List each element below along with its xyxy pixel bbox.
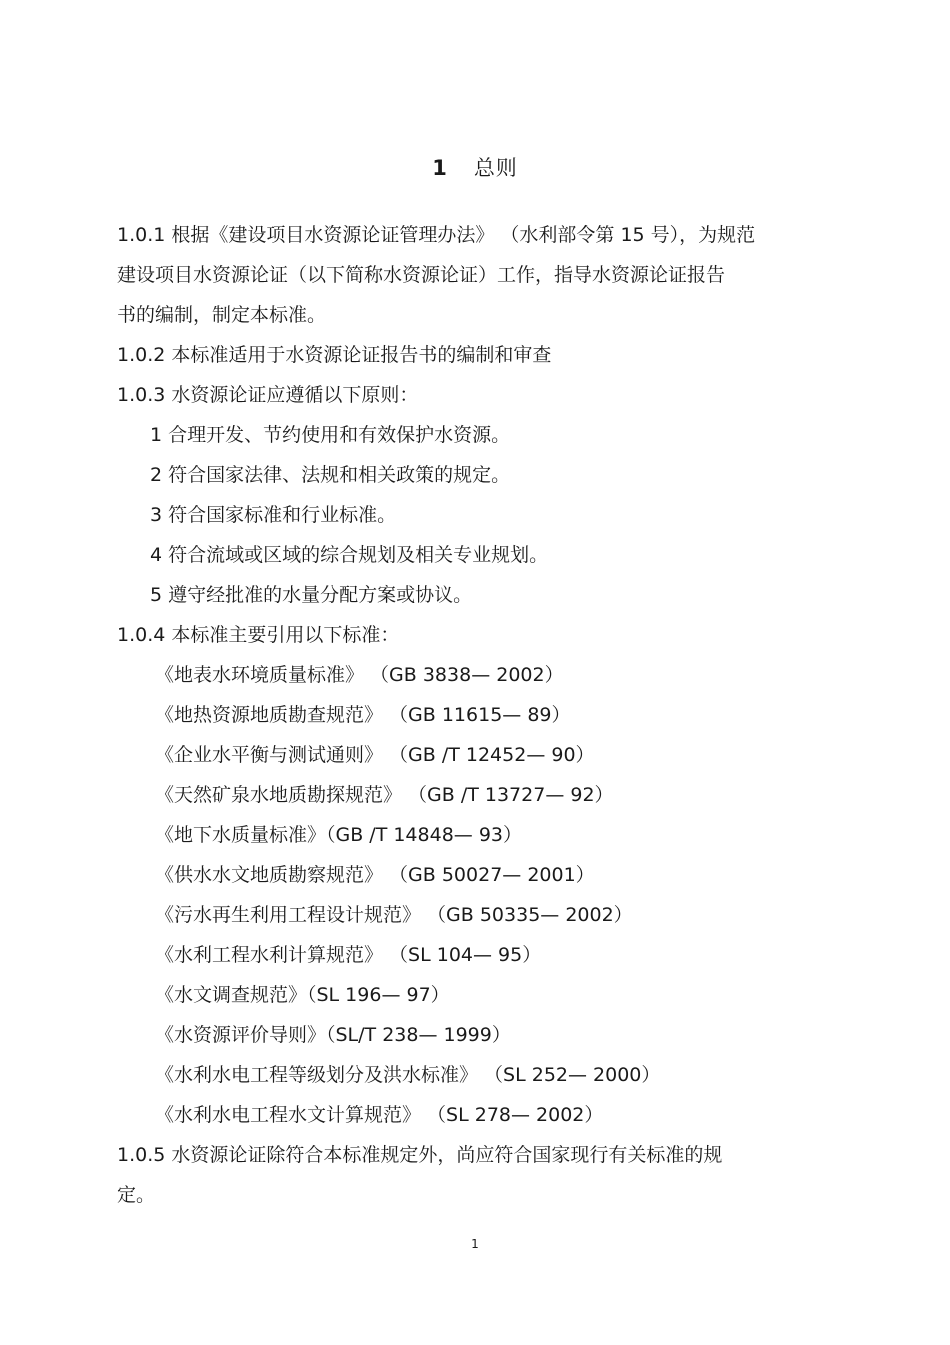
principle-item: 1 合理开发、节约使用和有效保护水资源。 bbox=[150, 424, 511, 446]
clause-1-0-3: 1.0.3 水资源论证应遵循以下原则： bbox=[117, 384, 419, 406]
clause-1-0-1-line-3: 书的编制，制定本标准。 bbox=[117, 304, 327, 326]
standard-reference: 《水资源评价导则》（SL/T 238— 1999） bbox=[155, 1024, 511, 1046]
clause-1-0-5-line-1: 1.0.5 水资源论证除符合本标准规定外，尚应符合国家现行有关标准的规 bbox=[117, 1144, 723, 1166]
standard-reference: 《地下水质量标准》（GB /T 14848— 93） bbox=[155, 824, 523, 846]
standard-reference: 《地表水环境质量标准》 （GB 3838— 2002） bbox=[155, 664, 564, 686]
clause-1-0-5-line-2: 定。 bbox=[117, 1184, 156, 1206]
standard-reference: 《地热资源地质勘查规范》 （GB 11615— 89） bbox=[155, 704, 571, 726]
standard-reference: 《水利水电工程水文计算规范》 （SL 278— 2002） bbox=[155, 1104, 604, 1126]
standard-reference: 《水利工程水利计算规范》 （SL 104— 95） bbox=[155, 944, 542, 966]
principle-item: 2 符合国家法律、法规和相关政策的规定。 bbox=[150, 464, 511, 486]
chapter-title bbox=[0, 152, 950, 182]
standard-reference: 《水文调查规范》（SL 196— 97） bbox=[155, 984, 450, 1006]
clause-1-0-1-line-2: 建设项目水资源论证（以下简称水资源论证）工作，指导水资源论证报告 bbox=[117, 264, 726, 286]
page-number: 1 bbox=[471, 1237, 479, 1251]
principle-item: 4 符合流域或区域的综合规划及相关专业规划。 bbox=[150, 544, 549, 566]
principle-item: 3 符合国家标准和行业标准。 bbox=[150, 504, 397, 526]
standard-reference: 《水利水电工程等级划分及洪水标准》 （SL 252— 2000） bbox=[155, 1064, 661, 1086]
standard-reference: 《天然矿泉水地质勘探规范》 （GB /T 13727— 92） bbox=[155, 784, 614, 806]
chapter-number: 1 bbox=[432, 156, 448, 180]
clause-1-0-1-line-1: 1.0.1 根据《建设项目水资源论证管理办法》 （水利部令第 15 号），为规范 bbox=[117, 224, 756, 246]
clause-1-0-4: 1.0.4 本标准主要引用以下标准： bbox=[117, 624, 400, 646]
standard-reference: 《供水水文地质勘察规范》 （GB 50027— 2001） bbox=[155, 864, 595, 886]
chapter-heading-text: 总则 bbox=[473, 156, 518, 180]
clause-1-0-2: 1.0.2 本标准适用于水资源论证报告书的编制和审查 bbox=[117, 344, 552, 366]
standard-reference: 《企业水平衡与测试通则》 （GB /T 12452— 90） bbox=[155, 744, 595, 766]
standard-reference: 《污水再生利用工程设计规范》 （GB 50335— 2002） bbox=[155, 904, 633, 926]
principle-item: 5 遵守经批准的水量分配方案或协议。 bbox=[150, 584, 473, 606]
